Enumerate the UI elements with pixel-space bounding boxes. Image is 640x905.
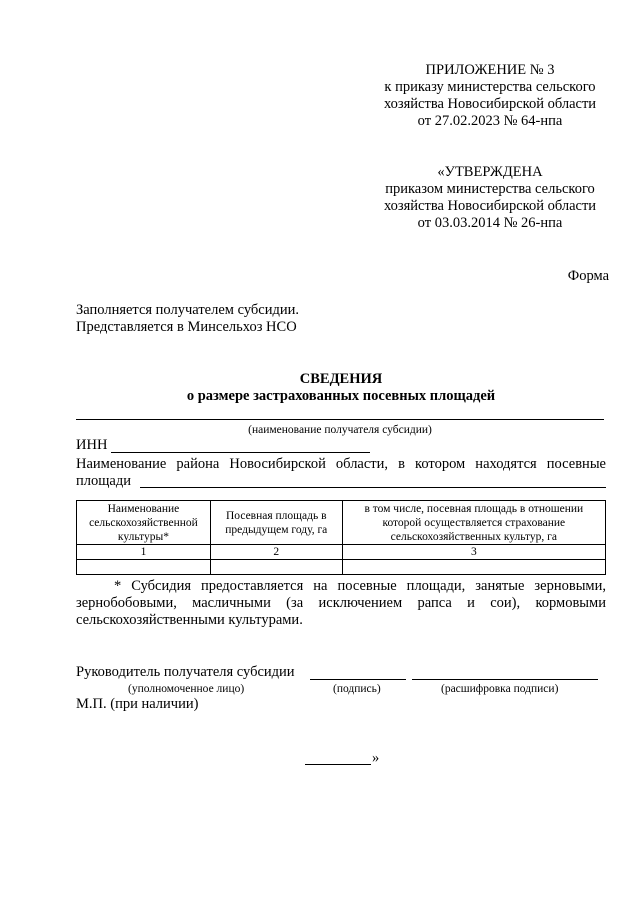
recipient-caption: (наименование получателя субсидии) (248, 424, 432, 436)
appendix-order-line: к приказу министерства сельского (384, 79, 596, 95)
note-submitted-to: Представляется в Минсельхоз НСО (76, 319, 297, 335)
table-number-row (77, 545, 606, 560)
signature-label: Руководитель получателя субсидии (76, 664, 295, 680)
approved-ministry-line: хозяйства Новосибирской области (383, 198, 597, 214)
column-number-2: 2 (210, 545, 342, 560)
approved-title: «УТВЕРЖДЕНА (437, 164, 543, 180)
caption-signature-decode: (расшифровка подписи) (441, 683, 559, 695)
caption-authorized-person: (уполномоченное лицо) (128, 683, 245, 695)
inn-field-line[interactable] (111, 452, 370, 453)
caption-signature: (подпись) (333, 683, 381, 695)
closing-quote: » (372, 750, 380, 766)
appendix-block (370, 62, 610, 130)
table-cell-crop[interactable] (77, 560, 211, 575)
table-cell-area[interactable] (210, 560, 342, 575)
signature-decode-line[interactable] (412, 679, 598, 680)
recipient-name-line[interactable] (76, 419, 604, 420)
document-subtitle: о размере застрахованных посевных площадей (186, 388, 496, 404)
footnote: * Субсидия предоставляется на посевные площади, занятые зерновыми, зернобобовыми, масличными (за исключением рапса и сои), кормовыми сельскохозяйственными культурами. (76, 578, 606, 628)
signature-line[interactable] (310, 679, 406, 680)
title-block (76, 371, 606, 405)
district-label-line1: Наименование района Новосибирской области, в котором находятся посевные (76, 456, 606, 472)
approved-order-line: приказом министерства сельского (385, 181, 595, 197)
appendix-date-line: от 27.02.2023 № 64-нпа (417, 113, 563, 129)
note-filled-by: Заполняется получателем субсидии. (76, 302, 299, 318)
district-label-line2: площади (76, 473, 131, 489)
form-label: Форма (567, 268, 609, 284)
closing-line[interactable] (305, 764, 371, 765)
notes-block (76, 302, 299, 336)
header-crop-name: Наименование сельскохозяйственной культуры* (77, 501, 211, 545)
column-number-1: 1 (77, 545, 211, 560)
table-header-row (77, 501, 606, 545)
inn-label: ИНН (76, 437, 108, 453)
approved-block (370, 164, 610, 232)
table-cell-insured-area[interactable] (342, 560, 605, 575)
document-title: СВЕДЕНИЯ (299, 371, 383, 387)
stamp-note: М.П. (при наличии) (76, 696, 199, 712)
appendix-title: ПРИЛОЖЕНИЕ № 3 (425, 62, 555, 78)
crops-table (76, 500, 606, 575)
column-number-3: 3 (342, 545, 605, 560)
district-field-line[interactable] (140, 487, 606, 488)
header-area-previous-year: Посевная площадь в предыдущем году, га (210, 501, 342, 545)
header-insured-area: в том числе, посевная площадь в отношении которой осуществляется страхование сельскохозяйственных культур, га (342, 501, 605, 545)
table-row (77, 560, 606, 575)
appendix-ministry-line: хозяйства Новосибирской области (383, 96, 597, 112)
approved-date-line: от 03.03.2014 № 26-нпа (417, 215, 563, 231)
